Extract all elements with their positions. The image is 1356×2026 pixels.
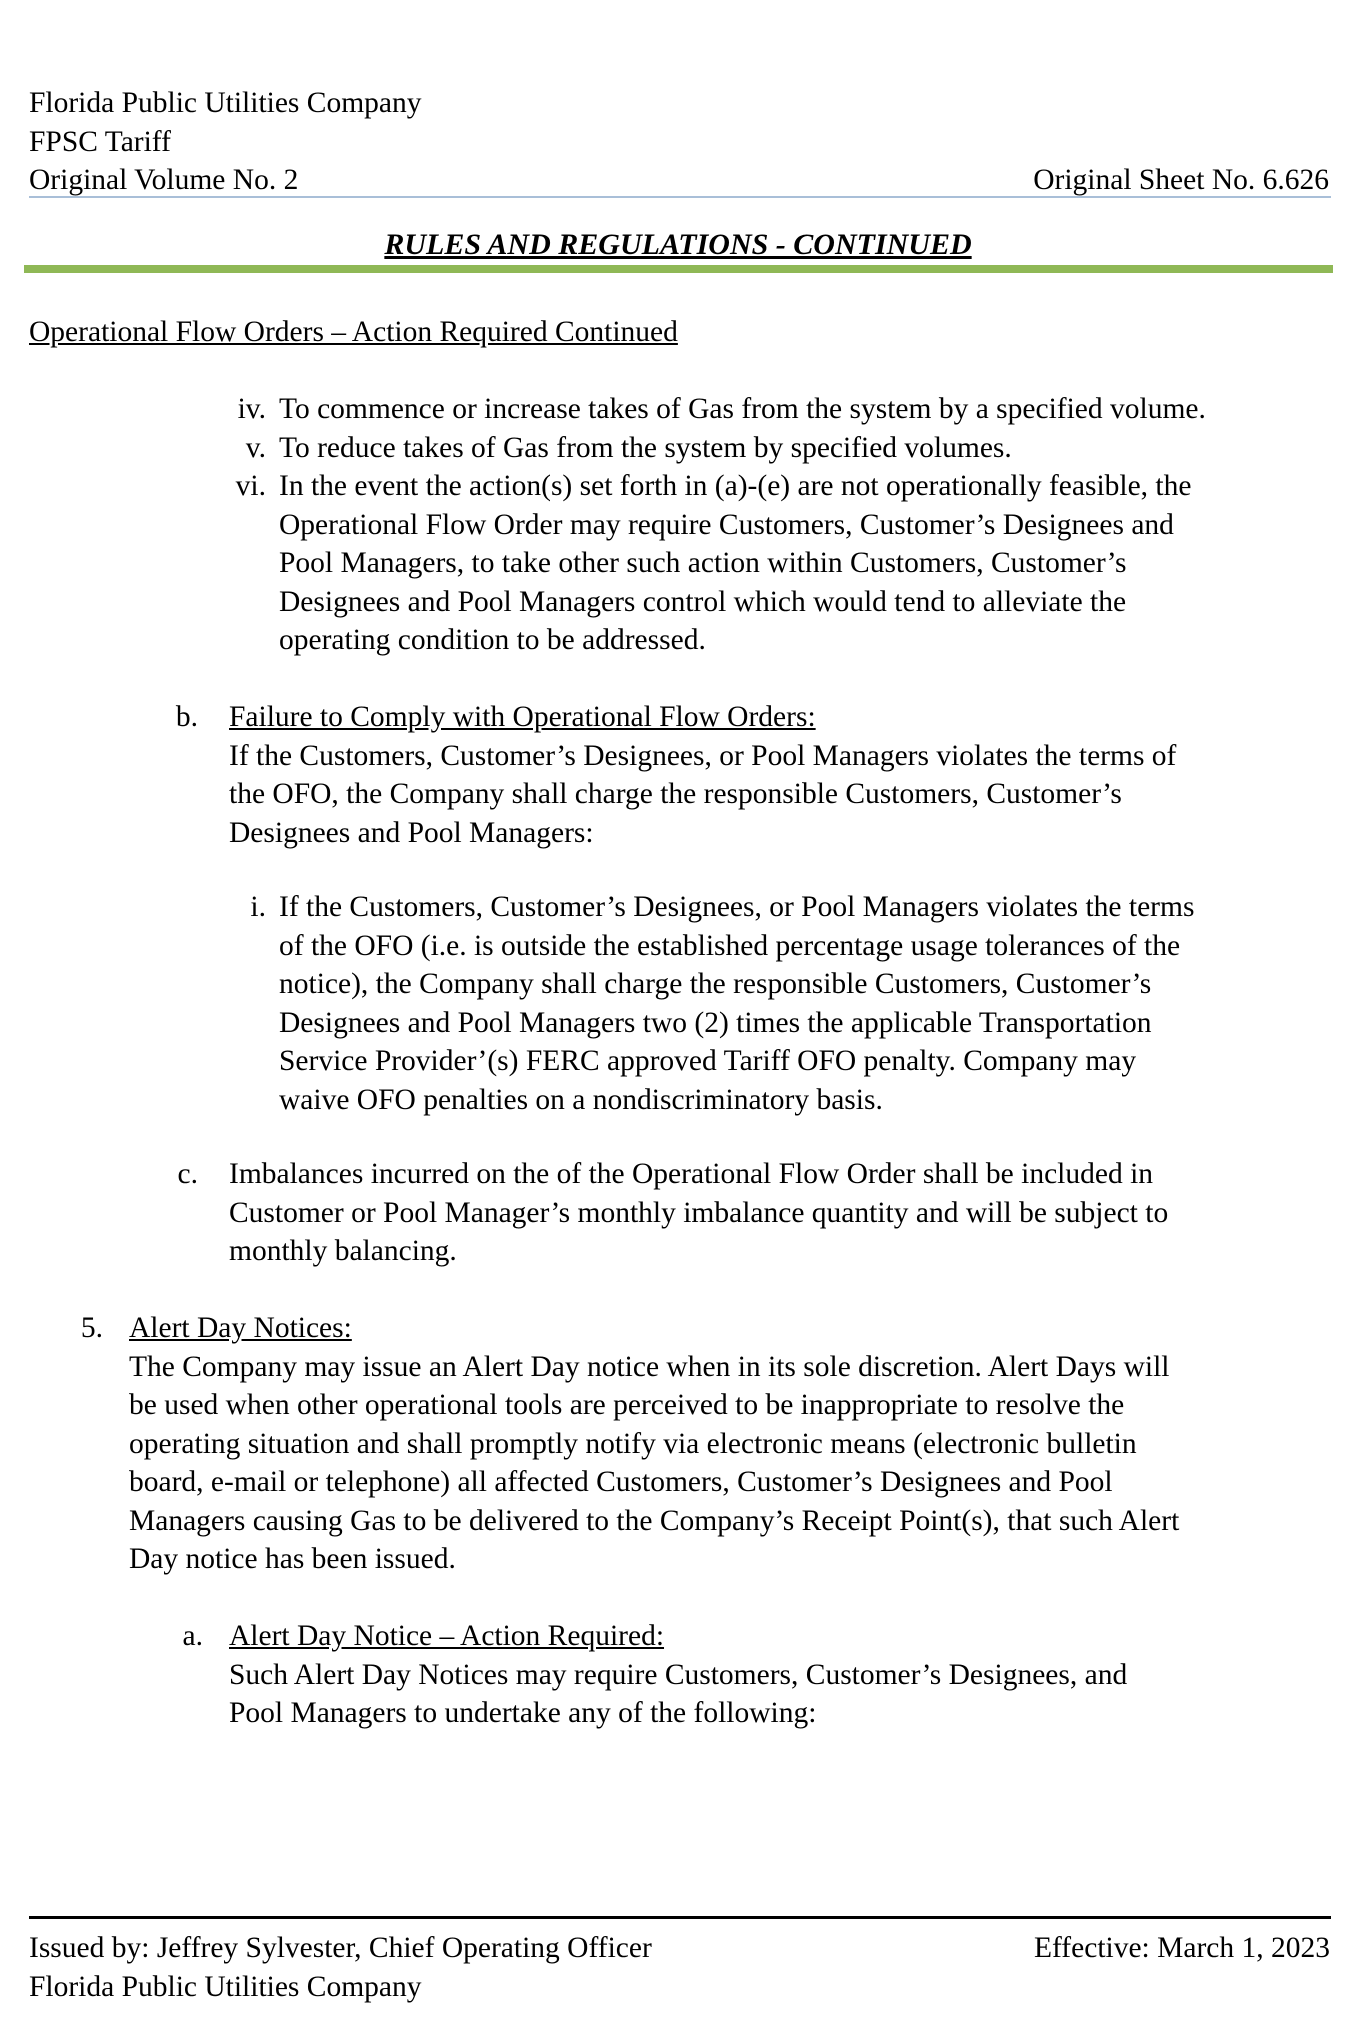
item-5a-heading: Alert Day Notice – Action Required: — [229, 1620, 665, 1652]
list-item-text: Operational Flow Order may require Customers, Customer’s Designees and — [279, 508, 1174, 541]
list-marker-b: b. — [175, 701, 198, 733]
section-divider — [24, 265, 1333, 273]
list-item-text: Designees and Pool Managers control which would tend to alleviate the — [279, 585, 1127, 618]
list-marker-roman: v. — [245, 431, 266, 464]
item-b-text: If the Customers, Customer’s Designees, or Pool Managers violates the terms of — [229, 739, 1177, 772]
subheading: Operational Flow Orders – Action Required Continued — [29, 316, 678, 348]
item-b-text: the OFO, the Company shall charge the responsible Customers, Customer’s — [229, 778, 1122, 810]
item-b-text: Designees and Pool Managers: — [229, 816, 594, 849]
item-b-i-text: notice), the Company shall charge the responsible Customers, Customer’s — [279, 968, 1152, 1000]
item-b-i-text: of the OFO (i.e. is outside the established percentage usage tolerances of the — [279, 929, 1181, 962]
item-5-heading: Alert Day Notices: — [129, 1312, 352, 1344]
list-item-text: Pool Managers, to take other such action within Customers, Customer’s — [279, 547, 1127, 579]
footer-divider — [29, 1916, 1331, 1919]
list-marker-roman: iv. — [237, 393, 266, 425]
item-5-text: Managers causing Gas to be delivered to the Company’s Receipt Point(s), that such Alert — [129, 1504, 1180, 1537]
item-5a-text: Such Alert Day Notices may require Customers, Customer’s Designees, and — [229, 1658, 1128, 1691]
item-b-i-text: waive OFO penalties on a nondiscriminatory basis. — [279, 1083, 883, 1116]
list-marker-c: c. — [177, 1158, 198, 1190]
footer-company: Florida Public Utilities Company — [29, 1970, 422, 2003]
document-header — [29, 84, 1329, 200]
header-sheet-number: Original Sheet No. 6.626 — [1033, 164, 1329, 196]
item-b-i-text: If the Customers, Customer’s Designees, or Pool Managers violates the terms — [279, 891, 1195, 923]
item-5a-text: Pool Managers to undertake any of the following: — [229, 1697, 817, 1729]
list-item-text: operating condition to be addressed. — [279, 624, 706, 656]
item-c-text: Customer or Pool Manager’s monthly imbalance quantity and will be subject to — [229, 1196, 1169, 1229]
item-b-i-text: Designees and Pool Managers two (2) times the applicable Transportation — [279, 1006, 1152, 1039]
footer-effective-date: Effective: March 1, 2023 — [1034, 1932, 1330, 1964]
footer-issued-by: Issued by: Jeffrey Sylvester, Chief Operating Officer — [29, 1932, 652, 1964]
item-5-text: be used when other operational tools are perceived to be inappropriate to resolve the — [129, 1389, 1125, 1421]
item-5-text: Day notice has been issued. — [129, 1543, 456, 1575]
item-b-heading: Failure to Comply with Operational Flow Orders: — [229, 701, 816, 733]
header-company: Florida Public Utilities Company — [29, 87, 422, 119]
list-item-text: To commence or increase takes of Gas from the system by a specified volume. — [279, 393, 1206, 425]
list-item-text: In the event the action(s) set forth in (a)-(e) are not operationally feasible, the — [279, 470, 1192, 502]
item-c-text: Imbalances incurred on the of the Operational Flow Order shall be included in — [229, 1158, 1154, 1190]
list-marker-5: 5. — [80, 1312, 103, 1344]
header-divider — [29, 196, 1331, 198]
footer-left — [29, 1929, 652, 2006]
item-5-text: operating situation and shall promptly notify via electronic means (electronic bulletin — [129, 1427, 1137, 1460]
list-item-text: To reduce takes of Gas from the system by specified volumes. — [279, 431, 1012, 464]
list-marker-5a: a. — [182, 1620, 203, 1652]
item-5-text: board, e-mail or telephone) all affected Customers, Customer’s Designees and Pool — [129, 1466, 1113, 1498]
list-marker-roman: vi. — [235, 470, 266, 502]
item-c-text: monthly balancing. — [229, 1235, 457, 1267]
section-title: RULES AND REGULATIONS - CONTINUED — [384, 228, 972, 261]
header-volume: Original Volume No. 2 — [29, 164, 299, 196]
header-tariff: FPSC Tariff — [29, 125, 171, 158]
item-5-text: The Company may issue an Alert Day notice when in its sole discretion. Alert Days will — [129, 1350, 1170, 1383]
list-marker-i: i. — [250, 891, 266, 923]
item-b-i-text: Service Provider’(s) FERC approved Tariff OFO penalty. Company may — [279, 1045, 1137, 1077]
